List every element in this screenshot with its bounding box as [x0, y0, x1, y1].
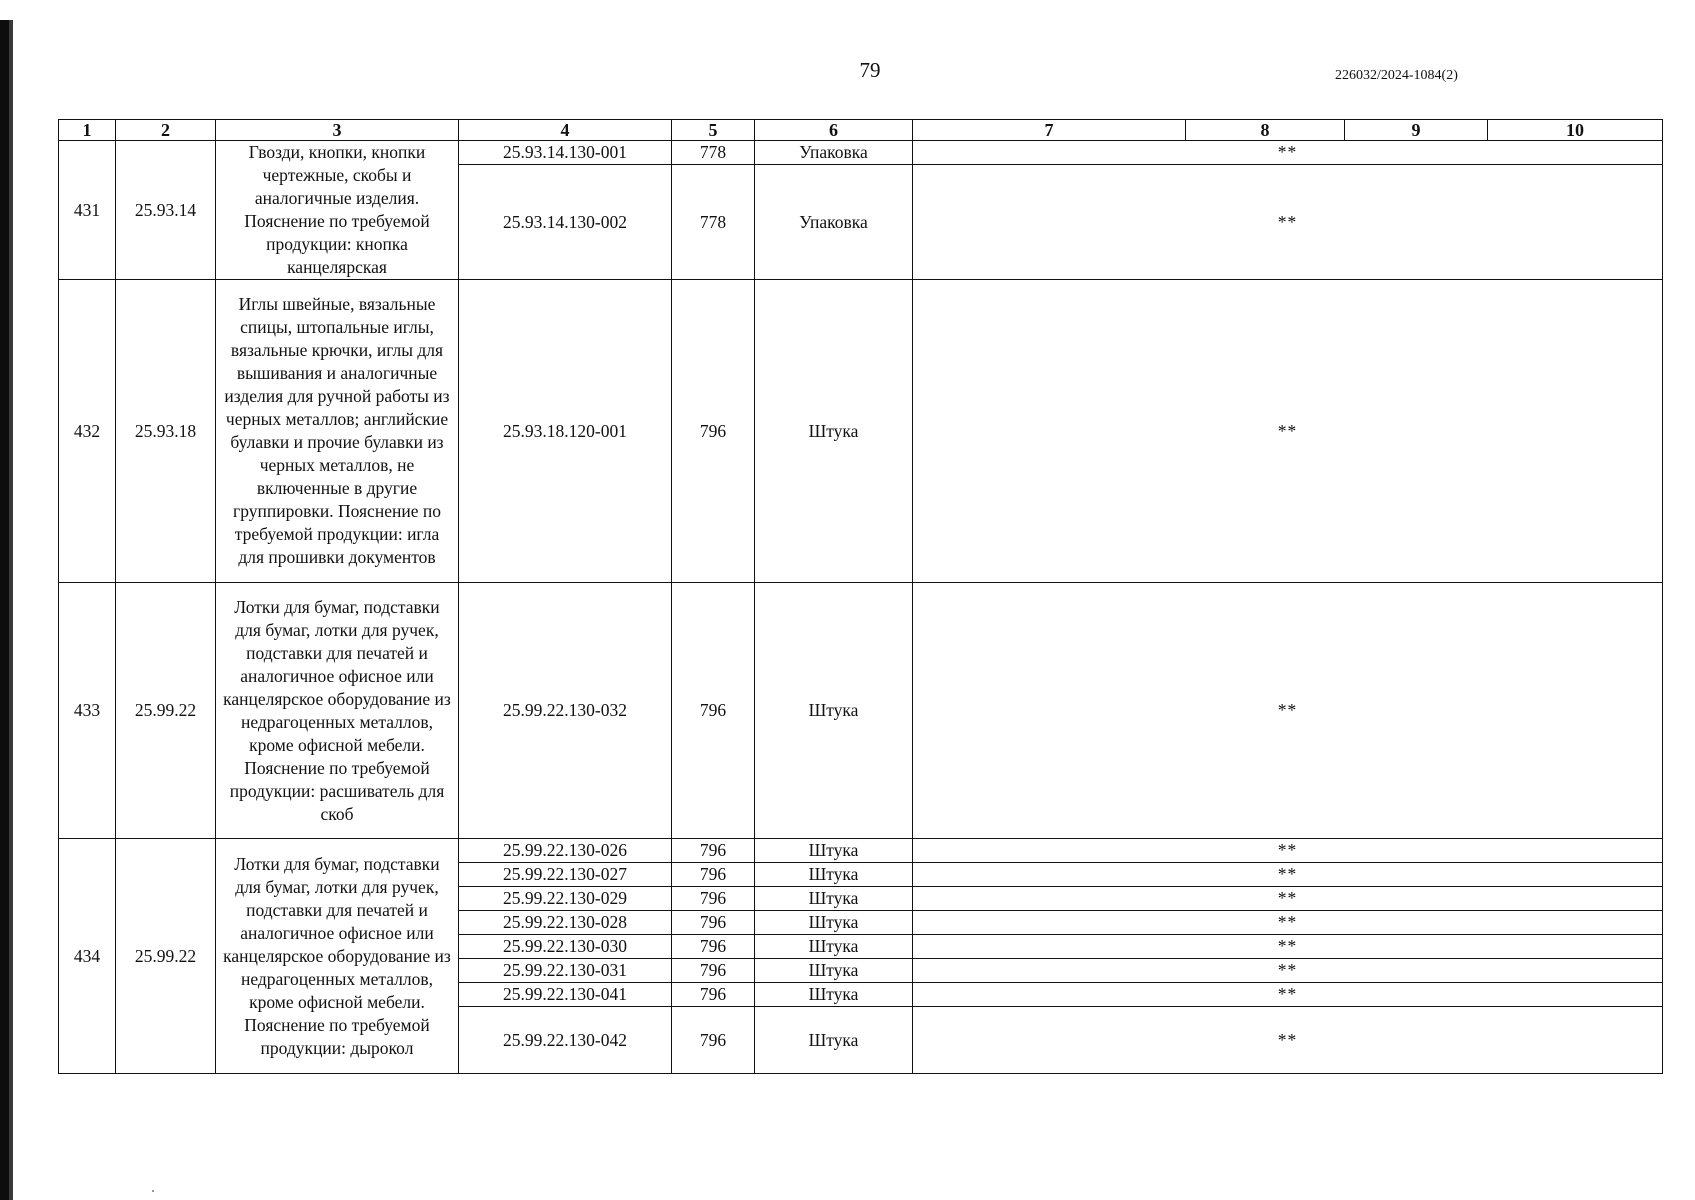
- header-col-4: 4: [459, 120, 672, 141]
- merged-mark-cell: **: [913, 165, 1663, 280]
- header-col-1: 1: [59, 120, 116, 141]
- okpd-code: 25.99.22: [116, 583, 216, 839]
- row-number: 431: [59, 141, 116, 280]
- okei-code: 796: [672, 887, 755, 911]
- ktru-code: 25.99.22.130-030: [459, 935, 672, 959]
- okei-code: 796: [672, 983, 755, 1007]
- ktru-code: 25.99.22.130-027: [459, 863, 672, 887]
- header-col-5: 5: [672, 120, 755, 141]
- merged-mark-cell: **: [913, 959, 1663, 983]
- okpd-code: 25.93.18: [116, 280, 216, 583]
- product-description: Гвозди, кнопки, кнопки чертежные, скобы и аналогичные изделия. Пояснение по требуемой продукции: кнопка канцелярская: [216, 141, 459, 280]
- okei-code: 796: [672, 583, 755, 839]
- ktru-code: 25.93.14.130-001: [459, 141, 672, 165]
- unit-name: Упаковка: [755, 165, 913, 280]
- okei-code: 796: [672, 935, 755, 959]
- table-row: [59, 280, 1663, 583]
- merged-mark-cell: **: [913, 839, 1663, 863]
- okei-code: 796: [672, 280, 755, 583]
- ktru-code: 25.93.14.130-002: [459, 165, 672, 280]
- row-number: 433: [59, 583, 116, 839]
- unit-name: Штука: [755, 959, 913, 983]
- ktru-code: 25.99.22.130-041: [459, 983, 672, 1007]
- okpd-code: 25.99.22: [116, 839, 216, 1074]
- header-col-2: 2: [116, 120, 216, 141]
- merged-mark-cell: **: [913, 863, 1663, 887]
- product-description: Лотки для бумаг, подставки для бумаг, лотки для ручек, подставки для печатей и аналогичное офисное или канцелярское оборудование из недрагоценных металлов, кроме офисной мебели. Пояснение по требуемой продукции: расшиватель для скоб: [216, 583, 459, 839]
- unit-name: Штука: [755, 935, 913, 959]
- header-col-6: 6: [755, 120, 913, 141]
- table-row: [59, 583, 1663, 839]
- okei-code: 796: [672, 911, 755, 935]
- ktru-code: 25.99.22.130-042: [459, 1007, 672, 1074]
- merged-mark-cell: **: [913, 583, 1663, 839]
- merged-mark-cell: **: [913, 1007, 1663, 1074]
- unit-name: Штука: [755, 1007, 913, 1074]
- okpd-code: 25.93.14: [116, 141, 216, 280]
- merged-mark-cell: **: [913, 280, 1663, 583]
- scan-edge: [0, 20, 9, 1200]
- header-col-9: 9: [1345, 120, 1488, 141]
- row-number: 434: [59, 839, 116, 1074]
- ktru-code: 25.99.22.130-032: [459, 583, 672, 839]
- unit-name: Штука: [755, 863, 913, 887]
- merged-mark-cell: **: [913, 887, 1663, 911]
- unit-name: Штука: [755, 280, 913, 583]
- okei-code: 796: [672, 959, 755, 983]
- merged-mark-cell: **: [913, 911, 1663, 935]
- header-col-3: 3: [216, 120, 459, 141]
- okei-code: 796: [672, 839, 755, 863]
- unit-name: Штука: [755, 983, 913, 1007]
- ktru-code: 25.93.18.120-001: [459, 280, 672, 583]
- table-row: [59, 839, 1663, 863]
- okei-code: 778: [672, 141, 755, 165]
- table-row: [59, 141, 1663, 165]
- unit-name: Штука: [755, 839, 913, 863]
- header-col-7: 7: [913, 120, 1186, 141]
- unit-name: Штука: [755, 887, 913, 911]
- merged-mark-cell: **: [913, 983, 1663, 1007]
- ktru-code: 25.99.22.130-026: [459, 839, 672, 863]
- merged-mark-cell: **: [913, 141, 1663, 165]
- product-description: Лотки для бумаг, подставки для бумаг, лотки для ручек, подставки для печатей и аналогичное офисное или канцелярское оборудование из недрагоценных металлов, кроме офисной мебели. Пояснение по требуемой продукции: дырокол: [216, 839, 459, 1074]
- header-col-8: 8: [1186, 120, 1345, 141]
- unit-name: Штука: [755, 583, 913, 839]
- okei-code: 778: [672, 165, 755, 280]
- ktru-code: 25.99.22.130-031: [459, 959, 672, 983]
- okei-code: 796: [672, 863, 755, 887]
- ktru-code: 25.99.22.130-029: [459, 887, 672, 911]
- procurement-table: [58, 119, 1663, 1074]
- okei-code: 796: [672, 1007, 755, 1074]
- page-number: 79: [859, 58, 881, 82]
- unit-name: Штука: [755, 911, 913, 935]
- document-reference: 226032/2024-1084(2): [1335, 68, 1458, 83]
- product-description: Иглы швейные, вязальные спицы, штопальные иглы, вязальные крючки, иглы для вышивания и аналогичные изделия для ручной работы из черных металлов; английские булавки и прочие булавки из черных металлов, не включенные в другие группировки. Пояснение по требуемой продукции: игла для прошивки документов: [216, 280, 459, 583]
- unit-name: Упаковка: [755, 141, 913, 165]
- ktru-code: 25.99.22.130-028: [459, 911, 672, 935]
- header-col-10: 10: [1488, 120, 1663, 141]
- merged-mark-cell: **: [913, 935, 1663, 959]
- scan-speck: [152, 1190, 154, 1192]
- header-row: [59, 120, 1663, 141]
- scan-edge-shadow: [9, 20, 13, 1200]
- row-number: 432: [59, 280, 116, 583]
